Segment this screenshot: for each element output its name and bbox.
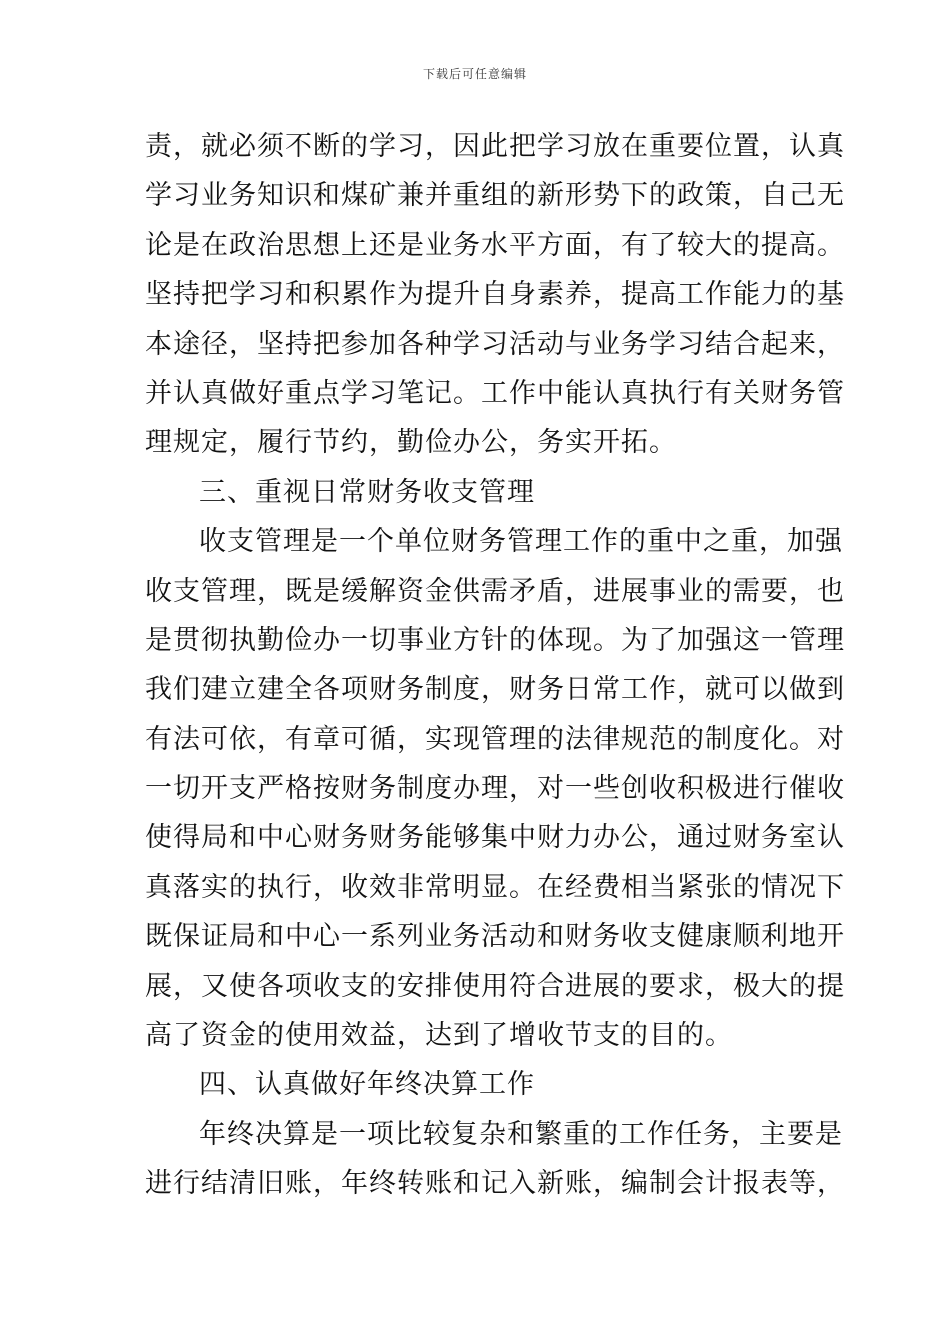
text-line: 坚持把学习和积累作为提升自身素养，提高工作能力的基 bbox=[145, 279, 845, 311]
text-line: 高了资金的使用效益，达到了增收节支的目的。 bbox=[145, 1020, 733, 1052]
text-line: 既保证局和中心一系列业务活动和财务收支健康顺利地开 bbox=[145, 921, 845, 953]
text-line: 一切开支严格按财务制度办理，对一些创收积极进行催收 bbox=[145, 773, 845, 805]
text-line: 有法可依，有章可循，实现管理的法律规范的制度化。对 bbox=[145, 723, 845, 755]
text-line: 展，又使各项收支的安排使用符合进展的要求，极大的提 bbox=[145, 970, 845, 1002]
text-line: 学习业务知识和煤矿兼并重组的新形势下的政策，自己无 bbox=[145, 180, 845, 212]
page-header: 下载后可任意编辑 bbox=[422, 67, 527, 81]
text-line: 论是在政治思想上还是业务水平方面，有了较大的提高。 bbox=[145, 229, 845, 261]
text-line: 进行结清旧账，年终转账和记入新账，编制会计报表等， bbox=[145, 1168, 845, 1200]
text-line: 我们建立建全各项财务制度，财务日常工作，就可以做到 bbox=[145, 674, 845, 706]
paragraph-first-line: 收支管理是一个单位财务管理工作的重中之重，加强 bbox=[199, 526, 843, 558]
text-line: 并认真做好重点学习笔记。工作中能认真执行有关财务管 bbox=[145, 377, 845, 409]
text-line: 收支管理，既是缓解资金供需矛盾，进展事业的需要，也 bbox=[145, 575, 845, 607]
body-text bbox=[145, 122, 845, 1209]
text-line: 使得局和中心财务财务能够集中财力办公，通过财务室认 bbox=[145, 822, 845, 854]
text-line: 理规定，履行节约，勤俭办公，务实开拓。 bbox=[145, 427, 677, 459]
text-line: 本途径，坚持把参加各种学习活动与业务学习结合起来， bbox=[145, 328, 845, 360]
text-line: 是贯彻执勤俭办一切事业方针的体现。为了加强这一管理 bbox=[145, 624, 845, 656]
section-heading: 三、重视日常财务收支管理 bbox=[199, 476, 535, 508]
section-heading: 四、认真做好年终决算工作 bbox=[199, 1069, 535, 1101]
text-line: 责，就必须不断的学习，因此把学习放在重要位置，认真 bbox=[145, 131, 845, 162]
paragraph-first-line: 年终决算是一项比较复杂和繁重的工作任务，主要是 bbox=[199, 1118, 843, 1150]
text-line: 真落实的执行，收效非常明显。在经费相当紧张的情况下 bbox=[145, 871, 845, 903]
